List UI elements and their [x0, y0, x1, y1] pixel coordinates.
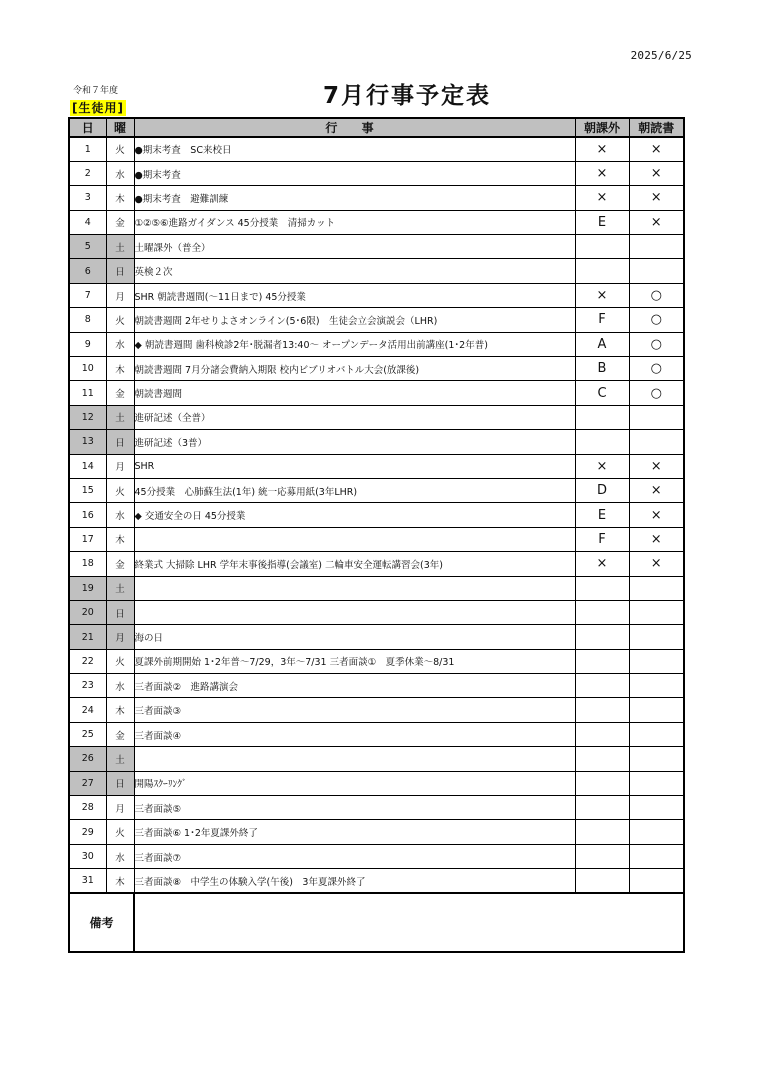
morning-class-mark: [575, 747, 629, 771]
morning-reading-mark: [629, 649, 684, 673]
morning-class-mark: ×: [575, 552, 629, 576]
schedule-row: [69, 552, 684, 576]
morning-reading-mark: [629, 430, 684, 454]
notes-label: 備考: [69, 893, 134, 952]
morning-reading-mark: [629, 235, 684, 259]
morning-reading-mark: [629, 600, 684, 624]
schedule-row: [69, 796, 684, 820]
day-cell: 8: [69, 308, 106, 332]
day-cell: 6: [69, 259, 106, 283]
morning-class-mark: F: [575, 308, 629, 332]
event-cell: 三者面談⑥ 1･2年夏課外終了: [134, 820, 575, 844]
morning-class-mark: [575, 869, 629, 893]
weekday-cell: 日: [106, 771, 134, 795]
day-cell: 27: [69, 771, 106, 795]
header-row: [69, 118, 684, 137]
morning-reading-mark: ×: [629, 186, 684, 210]
day-cell: 1: [69, 137, 106, 161]
morning-reading-mark: ○: [629, 332, 684, 356]
morning-class-mark: F: [575, 527, 629, 551]
event-cell: SHR: [134, 454, 575, 478]
morning-class-mark: ×: [575, 454, 629, 478]
morning-reading-mark: [629, 259, 684, 283]
morning-reading-mark: ×: [629, 161, 684, 185]
print-date: 2025/6/25: [630, 49, 692, 62]
event-cell: 開陽ｽｸｰﾘﾝｸﾞ: [134, 771, 575, 795]
weekday-cell: 水: [106, 332, 134, 356]
day-cell: 23: [69, 674, 106, 698]
event-cell: [134, 600, 575, 624]
morning-reading-mark: ○: [629, 357, 684, 381]
day-cell: 31: [69, 869, 106, 893]
morning-class-mark: [575, 235, 629, 259]
morning-class-mark: C: [575, 381, 629, 405]
fiscal-year-label: 令和７年度: [73, 86, 119, 96]
schedule-row: [69, 430, 684, 454]
morning-reading-mark: ×: [629, 552, 684, 576]
morning-class-mark: [575, 430, 629, 454]
morning-reading-mark: [629, 771, 684, 795]
morning-class-mark: ×: [575, 186, 629, 210]
weekday-cell: 木: [106, 698, 134, 722]
day-cell: 19: [69, 576, 106, 600]
event-cell: 三者面談⑧ 中学生の体験入学(午後) 3年夏課外終了: [134, 869, 575, 893]
schedule-row: [69, 332, 684, 356]
morning-class-mark: [575, 625, 629, 649]
schedule-body: [69, 137, 684, 893]
day-cell: 16: [69, 503, 106, 527]
day-cell: 11: [69, 381, 106, 405]
schedule-row: [69, 844, 684, 868]
event-cell: 土曜課外（普全）: [134, 235, 575, 259]
page-title: 7月行事予定表: [323, 83, 492, 109]
event-cell: SHR 朝読書週間(～11日まで) 45分授業: [134, 283, 575, 307]
event-cell: 進研記述（全普）: [134, 405, 575, 429]
notes-cell: [134, 893, 684, 952]
morning-class-mark: [575, 600, 629, 624]
header-day: 日: [69, 118, 106, 137]
schedule-row: [69, 161, 684, 185]
day-cell: 7: [69, 283, 106, 307]
morning-class-mark: [575, 259, 629, 283]
morning-reading-mark: ×: [629, 527, 684, 551]
morning-class-mark: [575, 649, 629, 673]
weekday-cell: 木: [106, 186, 134, 210]
event-cell: 三者面談③: [134, 698, 575, 722]
event-cell: [134, 527, 575, 551]
schedule-row: [69, 235, 684, 259]
morning-class-mark: [575, 698, 629, 722]
day-cell: 18: [69, 552, 106, 576]
schedule-row: [69, 405, 684, 429]
event-cell: ◆ 朝読書週間 歯科検診2年･脱漏者13:40～ オープンデータ活用出前講座(1･2年普): [134, 332, 575, 356]
morning-class-mark: [575, 796, 629, 820]
event-cell: 三者面談⑦: [134, 844, 575, 868]
weekday-cell: 火: [106, 649, 134, 673]
day-cell: 24: [69, 698, 106, 722]
event-cell: 進研記述（3普）: [134, 430, 575, 454]
morning-reading-mark: [629, 820, 684, 844]
weekday-cell: 土: [106, 747, 134, 771]
weekday-cell: 木: [106, 357, 134, 381]
schedule-row: [69, 478, 684, 502]
event-cell: 45分授業 心肺蘇生法(1年) 統一応募用紙(3年LHR): [134, 478, 575, 502]
morning-class-mark: [575, 722, 629, 746]
weekday-cell: 土: [106, 576, 134, 600]
event-cell: ●期末考査: [134, 161, 575, 185]
morning-reading-mark: [629, 405, 684, 429]
weekday-cell: 日: [106, 430, 134, 454]
weekday-cell: 日: [106, 259, 134, 283]
event-cell: 朝読書週間: [134, 381, 575, 405]
morning-class-mark: [575, 576, 629, 600]
weekday-cell: 火: [106, 137, 134, 161]
event-cell: ●期末考査 避難訓練: [134, 186, 575, 210]
day-cell: 10: [69, 357, 106, 381]
event-cell: 朝読書週間 2年せりよさオンライン(5･6限) 生徒会立会演説会（LHR): [134, 308, 575, 332]
day-cell: 3: [69, 186, 106, 210]
day-cell: 26: [69, 747, 106, 771]
morning-reading-mark: ×: [629, 454, 684, 478]
header-morning-class: 朝課外: [575, 118, 629, 137]
day-cell: 15: [69, 478, 106, 502]
weekday-cell: 火: [106, 820, 134, 844]
morning-reading-mark: [629, 698, 684, 722]
schedule-row: [69, 137, 684, 161]
schedule-table: [68, 117, 685, 953]
day-cell: 2: [69, 161, 106, 185]
morning-reading-mark: [629, 796, 684, 820]
event-cell: ●期末考査 SC来校日: [134, 137, 575, 161]
weekday-cell: 土: [106, 235, 134, 259]
schedule-row: [69, 527, 684, 551]
event-cell: ①②⑤⑥進路ガイダンス 45分授業 清掃カット: [134, 210, 575, 234]
schedule-row: [69, 576, 684, 600]
schedule-row: [69, 186, 684, 210]
morning-class-mark: ×: [575, 161, 629, 185]
morning-reading-mark: ○: [629, 381, 684, 405]
event-cell: 三者面談⑤: [134, 796, 575, 820]
weekday-cell: 木: [106, 527, 134, 551]
morning-class-mark: A: [575, 332, 629, 356]
header-morning-reading: 朝読書: [629, 118, 684, 137]
notes-row: [69, 893, 684, 952]
weekday-cell: 月: [106, 454, 134, 478]
morning-class-mark: E: [575, 210, 629, 234]
morning-class-mark: [575, 844, 629, 868]
event-cell: 夏課外前期開始 1･2年普～7/29，3年～7/31 三者面談① 夏季休業～8/31: [134, 649, 575, 673]
schedule-row: [69, 698, 684, 722]
morning-reading-mark: [629, 576, 684, 600]
morning-reading-mark: [629, 625, 684, 649]
day-cell: 30: [69, 844, 106, 868]
schedule-row: [69, 722, 684, 746]
event-cell: [134, 747, 575, 771]
weekday-cell: 土: [106, 405, 134, 429]
morning-reading-mark: [629, 722, 684, 746]
student-version-badge: [生徒用]: [72, 101, 124, 115]
weekday-cell: 金: [106, 381, 134, 405]
morning-reading-mark: ×: [629, 478, 684, 502]
weekday-cell: 火: [106, 478, 134, 502]
day-cell: 22: [69, 649, 106, 673]
event-cell: 朝読書週間 7月分諸会費納入期限 校内ビブリオバトル大会(放課後): [134, 357, 575, 381]
day-cell: 9: [69, 332, 106, 356]
day-cell: 20: [69, 600, 106, 624]
morning-class-mark: ×: [575, 283, 629, 307]
schedule-row: [69, 747, 684, 771]
weekday-cell: 水: [106, 844, 134, 868]
day-cell: 28: [69, 796, 106, 820]
weekday-cell: 火: [106, 308, 134, 332]
weekday-cell: 水: [106, 674, 134, 698]
morning-reading-mark: [629, 674, 684, 698]
schedule-row: [69, 820, 684, 844]
weekday-cell: 水: [106, 161, 134, 185]
schedule-row: [69, 357, 684, 381]
morning-class-mark: [575, 820, 629, 844]
morning-reading-mark: ×: [629, 137, 684, 161]
weekday-cell: 月: [106, 625, 134, 649]
day-cell: 13: [69, 430, 106, 454]
event-cell: ◆ 交通安全の日 45分授業: [134, 503, 575, 527]
day-cell: 21: [69, 625, 106, 649]
schedule-row: [69, 771, 684, 795]
weekday-cell: 日: [106, 600, 134, 624]
event-cell: 終業式 大掃除 LHR 学年末事後指導(会議室) 二輪車安全運転講習会(3年): [134, 552, 575, 576]
weekday-cell: 月: [106, 283, 134, 307]
morning-class-mark: [575, 771, 629, 795]
day-cell: 17: [69, 527, 106, 551]
schedule-row: [69, 674, 684, 698]
morning-reading-mark: [629, 747, 684, 771]
day-cell: 5: [69, 235, 106, 259]
morning-reading-mark: ×: [629, 503, 684, 527]
morning-class-mark: D: [575, 478, 629, 502]
day-cell: 12: [69, 405, 106, 429]
event-cell: 三者面談④: [134, 722, 575, 746]
event-cell: [134, 576, 575, 600]
morning-class-mark: [575, 674, 629, 698]
day-cell: 29: [69, 820, 106, 844]
morning-class-mark: B: [575, 357, 629, 381]
morning-reading-mark: [629, 869, 684, 893]
morning-reading-mark: [629, 844, 684, 868]
event-cell: 三者面談② 進路講演会: [134, 674, 575, 698]
schedule-row: [69, 649, 684, 673]
schedule-row: [69, 454, 684, 478]
morning-class-mark: [575, 405, 629, 429]
event-cell: 海の日: [134, 625, 575, 649]
schedule-row: [69, 283, 684, 307]
day-cell: 14: [69, 454, 106, 478]
schedule-row: [69, 259, 684, 283]
event-cell: 英検２次: [134, 259, 575, 283]
day-cell: 4: [69, 210, 106, 234]
schedule-row: [69, 381, 684, 405]
schedule-row: [69, 503, 684, 527]
header-weekday: 曜: [106, 118, 134, 137]
weekday-cell: 月: [106, 796, 134, 820]
schedule-row: [69, 869, 684, 893]
weekday-cell: 金: [106, 722, 134, 746]
weekday-cell: 金: [106, 210, 134, 234]
morning-reading-mark: ○: [629, 308, 684, 332]
weekday-cell: 木: [106, 869, 134, 893]
day-cell: 25: [69, 722, 106, 746]
schedule-row: [69, 210, 684, 234]
schedule-row: [69, 600, 684, 624]
morning-reading-mark: ○: [629, 283, 684, 307]
morning-class-mark: E: [575, 503, 629, 527]
weekday-cell: 水: [106, 503, 134, 527]
morning-class-mark: ×: [575, 137, 629, 161]
morning-reading-mark: ×: [629, 210, 684, 234]
weekday-cell: 金: [106, 552, 134, 576]
schedule-row: [69, 308, 684, 332]
schedule-row: [69, 625, 684, 649]
header-event: 行 事: [134, 118, 575, 137]
